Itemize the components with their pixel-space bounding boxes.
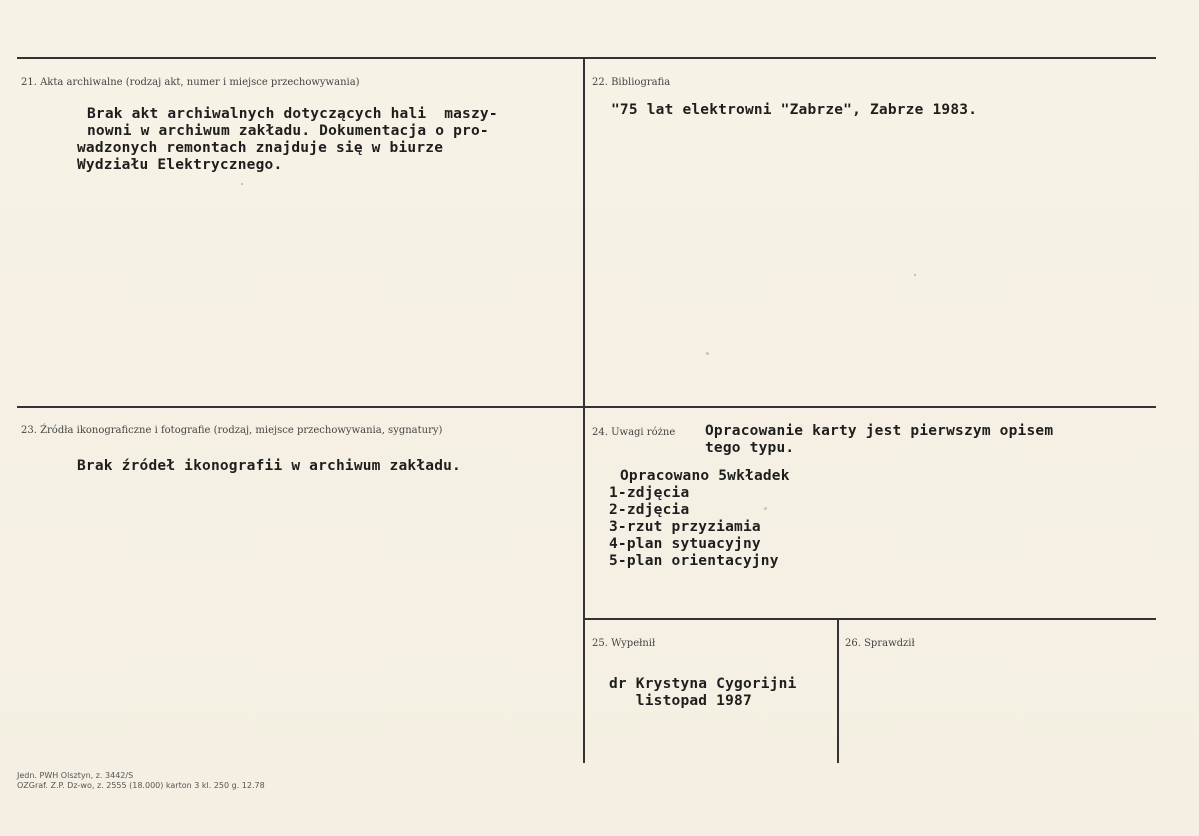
signature-rule: [585, 618, 1156, 620]
signature-divider: [837, 619, 839, 763]
field-21-line: Wydziału Elektrycznego.: [77, 157, 283, 173]
paper-speck: [914, 274, 916, 276]
field-25-line: listopad 1987: [609, 693, 752, 709]
field-21-line: Brak akt archiwalnych dotyczących hali maszy-: [87, 106, 498, 122]
field-24-line: 4-plan sytuacyjny: [609, 536, 761, 552]
field-22-label: 22. Bibliografia: [592, 77, 671, 88]
center-divider: [583, 58, 585, 763]
field-25-label: 25. Wypełnił: [592, 638, 656, 649]
field-26-label: 26. Sprawdził: [845, 638, 915, 649]
printer-footer-line-1: Jedn. PWH Olsztyn, z. 3442/S: [17, 771, 134, 780]
field-25-line: dr Krystyna Cygorijni: [609, 676, 797, 692]
field-21-line: wadzonych remontach znajduje się w biurze: [77, 140, 444, 156]
top-rule: [17, 57, 1156, 59]
paper-speck: [706, 352, 709, 355]
field-24-line: 5-plan orientacyjny: [609, 553, 779, 569]
field-24-line: tego typu.: [705, 440, 795, 456]
field-21-line: nowni w archiwum zakładu. Dokumentacja o pro-: [87, 123, 489, 139]
printer-footer-line-2: OZGraf. Z.P. Dz-wo, z. 2555 (18.000) karton 3 kl. 250 g. 12.78: [17, 781, 265, 790]
field-24-line: 3-rzut przyziamia: [609, 519, 761, 535]
paper-speck: [241, 183, 243, 185]
field-24-label: 24. Uwagi różne: [592, 427, 676, 438]
field-22-text: "75 lat elektrowni "Zabrze", Zabrze 1983.: [611, 102, 978, 118]
middle-rule: [17, 406, 1156, 408]
field-23-text: Brak źródeł ikonografii w archiwum zakładu.: [77, 458, 461, 474]
field-23-label: 23. Źródła ikonograficzne i fotografie (rodzaj, miejsce przechowywania, sygnatury): [21, 425, 443, 436]
field-21-label: 21. Akta archiwalne (rodzaj akt, numer i miejsce przechowywania): [21, 77, 360, 88]
field-24-line: 2-zdjęcia: [609, 502, 690, 518]
paper-speck: [764, 507, 767, 510]
field-24-line: Opracowano 5wkładek: [620, 468, 790, 484]
field-24-line: 1-zdjęcia: [609, 485, 690, 501]
field-24-first-line: Opracowanie karty jest pierwszym opisem: [705, 423, 1054, 439]
